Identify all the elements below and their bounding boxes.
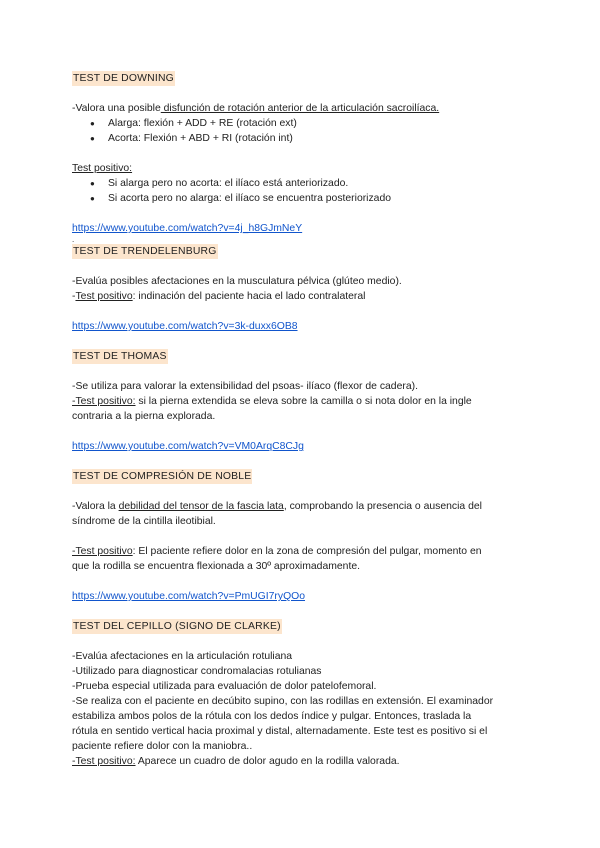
clarke-line: -Evalúa afectaciones en la articulación rotuliana [72,651,293,662]
noble-positive-cont: que la rodilla se encuentra flexionada a 30º aproximadamente. [72,561,360,572]
downing-positive-label: Test positivo: [72,163,133,174]
downing-positive-bullets [72,176,532,206]
heading-clarke: TEST DEL CEPILLO (SIGNO DE CLARKE) [73,621,281,632]
noble-pos-label: -Test positivo [72,546,133,557]
heading-trendelenburg: TEST DE TRENDELENBURG [73,246,217,257]
trendelenburg-pos-text: : indinación del paciente hacia el lado contralateral [132,291,366,302]
section-noble [72,469,532,619]
downing-desc-underlined: disfunción de rotación anterior de la articulación sacroilíaca. [160,103,440,114]
clarke-pos-text: Aparece un cuadro de dolor agudo en la rodilla valorada. [135,756,400,767]
noble-description-cont: síndrome de la cintilla ileotibial. [72,516,216,527]
downing-bullets [72,116,532,146]
clarke-line: -Prueba especial utilizada para evaluación de dolor patelofemoral. [72,681,377,692]
clarke-line: rótula en sentido vertical hacia proximal y distal, alternadamente. Este test es positivo si el [72,726,488,737]
list-item: ● Si alarga pero no acorta: el ilíaco está anteriorizado. [108,176,532,191]
noble-desc-pre: -Valora la [72,501,119,512]
clarke-line: paciente refiere dolor con la maniobra.. [72,741,253,752]
section-trendelenburg [72,244,532,349]
list-item: ● Si acorta pero no alarga: el ilíaco se encuentra posteriorizado [108,191,532,206]
downing-description [72,101,532,116]
trendelenburg-pos-prefix: - [72,291,76,302]
document-page [72,71,532,769]
thomas-video-link[interactable]: https://www.youtube.com/watch?v=VM0ArqC8CJg [72,441,304,452]
noble-desc-post: , comprobando la presencia o ausencia del [283,501,482,512]
noble-pos-text: : El paciente refiere dolor en la zona de compresión del pulgar, momento en [132,546,482,557]
noble-video-link[interactable]: https://www.youtube.com/watch?v=PmUGI7ryQOo [72,591,306,602]
thomas-positive-cont: contraria a la pierna explorada. [72,411,216,422]
clarke-positive [72,754,532,769]
noble-desc-underlined: debilidad del tensor de la fascia lata [118,501,284,512]
list-item: ● Alarga: flexión + ADD + RE (rotación ext) [108,116,532,131]
clarke-pos-label: -Test positivo: [72,756,136,767]
thomas-pos-label: -Test positivo: [72,396,136,407]
clarke-line: estabiliza ambos polos de la rótula con los dedos índice y pulgar. Entonces, traslada la [72,711,472,722]
clarke-line: -Se realiza con el paciente en decúbito supino, con las rodillas en extensión. El examinador [72,696,494,707]
section-thomas [72,349,532,469]
thomas-description: -Se utiliza para valorar la extensibilidad del psoas- ilíaco (flexor de cadera). [72,381,418,392]
list-item: ● Acorta: Flexión + ABD + RI (rotación int) [108,131,532,146]
section-downing [72,71,532,244]
noble-description [72,499,532,514]
trendelenburg-video-link[interactable]: https://www.youtube.com/watch?v=3k-duxx6OB8 [72,321,298,332]
stray-dot: . [72,235,75,244]
thomas-positive [72,394,532,409]
heading-noble: TEST DE COMPRESIÓN DE NOBLE [73,471,252,482]
clarke-line: -Utilizado para diagnosticar condromalacias rotulianas [72,666,322,677]
heading-thomas: TEST DE THOMAS [73,351,167,362]
noble-positive [72,544,532,559]
trendelenburg-description: -Evalúa posibles afectaciones en la musculatura pélvica (glúteo medio). [72,276,402,287]
trendelenburg-pos-label: Test positivo [75,291,133,302]
thomas-pos-text: si la pierna extendida se eleva sobre la camilla o si nota dolor en la ingle [135,396,472,407]
downing-video-link[interactable]: https://www.youtube.com/watch?v=4j_h8GJmNeY [72,223,303,234]
heading-downing: TEST DE DOWNING [73,73,174,84]
downing-desc-pre: -Valora una posible [72,103,161,114]
section-clarke [72,619,532,769]
trendelenburg-positive [72,289,532,304]
